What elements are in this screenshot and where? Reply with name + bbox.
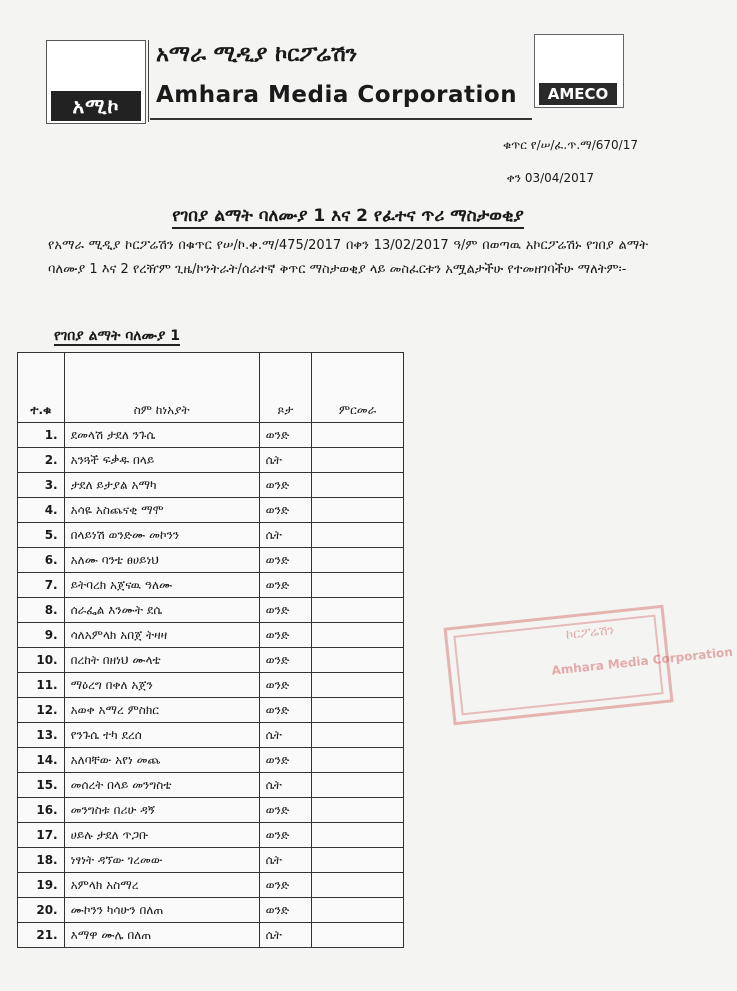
candidate-sex: ወንድ [259, 673, 312, 698]
candidate-sex: ወንድ [259, 598, 312, 623]
candidate-sex: ወንድ [259, 873, 312, 898]
candidate-name: ማዕረግ በቀለ አጀን [64, 673, 259, 698]
row-number: 20. [18, 898, 65, 923]
table-row [18, 648, 404, 673]
table-row [18, 723, 404, 748]
row-number: 14. [18, 748, 65, 773]
row-number: 17. [18, 823, 65, 848]
candidate-sex: ወንድ [259, 573, 312, 598]
row-number: 18. [18, 848, 65, 873]
candidate-sex: ወንድ [259, 473, 312, 498]
candidate-name: ሀይሉ ታደለ ጥጋቡ [64, 823, 259, 848]
table-row [18, 673, 404, 698]
candidate-sex: ሴት [259, 848, 312, 873]
table-row [18, 823, 404, 848]
candidate-name: የንጉሴ ተካ ደረሰ [64, 723, 259, 748]
candidate-sex: ወንድ [259, 748, 312, 773]
table-row [18, 873, 404, 898]
remark-cell [312, 723, 404, 748]
header-underline [150, 118, 532, 120]
remark-cell [312, 773, 404, 798]
remark-cell [312, 498, 404, 523]
candidate-name: አለሙ ባንቴ ፀሀይነህ [64, 548, 259, 573]
reference-number: ቁጥር የ/ሠ/ፈ.ጥ.ማ/670/17 [502, 138, 638, 152]
row-number: 9. [18, 623, 65, 648]
candidate-name: አለባቸው አየነ መጨ [64, 748, 259, 773]
remark-cell [312, 848, 404, 873]
candidate-sex: ሴት [259, 723, 312, 748]
remark-cell [312, 448, 404, 473]
table-row [18, 498, 404, 523]
table-row [18, 898, 404, 923]
candidate-name: አምላክ አስማረ [64, 873, 259, 898]
notice-body: የአማራ ሚዲያ ኮርፖሬሽን በቁጥር የሠ/ኮ.ቀ.ማ/475/2017 በቀን 13/02/2017 ዓ/ም በወጣዉ አኮርፖሬሽኑ የገበያ ልማት ባለሙያ 1 እና 2 የረዥም ጊዜ/ኮንትራት/ሰራተኛ ቅጥር ማስታወቂያ ላይ መስፈርቱን አሟልታችሁ የተመዘገባችሁ ማለትም፡- [48, 238, 648, 277]
header-no: ተ.ቁ [18, 353, 65, 423]
notice-title-text: የገበያ ልማት ባለሙያ 1 እና 2 የፈተና ጥሪ ማስታወቂያ [172, 206, 524, 229]
candidate-name: ደመላሽ ታደለ ንጉሴ [64, 423, 259, 448]
row-number: 13. [18, 723, 65, 748]
org-name-amharic: አማራ ሚዲያ ኮርፖሬሽን [156, 42, 358, 67]
candidate-name: እማዋ ሙሌ በለጠ [64, 923, 259, 948]
row-number: 19. [18, 873, 65, 898]
table-row [18, 748, 404, 773]
row-number: 12. [18, 698, 65, 723]
candidate-name: ሰራፌል እንሙት ደሴ [64, 598, 259, 623]
table-row [18, 923, 404, 948]
remark-cell [312, 523, 404, 548]
candidate-sex: ወንድ [259, 548, 312, 573]
remark-cell [312, 823, 404, 848]
remark-cell [312, 548, 404, 573]
candidate-name: በረከት በዘነህ ሙላቴ [64, 648, 259, 673]
candidate-sex: ሴት [259, 523, 312, 548]
row-number: 2. [18, 448, 65, 473]
remark-cell [312, 898, 404, 923]
candidate-name: በላይነሽ ወንድሙ መኮንን [64, 523, 259, 548]
section-title: የገበያ ልማት ባለሙያ 1 [54, 328, 181, 344]
candidate-name: አንጓች ፍቃዱ በላይ [64, 448, 259, 473]
stamp-text-english: Amhara Media Corporation [550, 644, 734, 678]
row-number: 16. [18, 798, 65, 823]
row-number: 3. [18, 473, 65, 498]
remark-cell [312, 473, 404, 498]
candidate-sex: ወንድ [259, 423, 312, 448]
amhara-media-logo [46, 40, 146, 124]
candidate-sex: ወንድ [259, 623, 312, 648]
ameco-badge-text: AMECO [539, 83, 617, 105]
remark-cell [312, 873, 404, 898]
candidate-name: ሳለአምላክ አበጀ ትዛዛ [64, 623, 259, 648]
remark-cell [312, 598, 404, 623]
official-stamp [443, 605, 734, 726]
header-sex: ጾታ [259, 353, 312, 423]
row-number: 7. [18, 573, 65, 598]
candidate-sex: ወንድ [259, 498, 312, 523]
table-row [18, 448, 404, 473]
ameco-logo [534, 34, 624, 108]
header-remark: ምርመራ [312, 353, 404, 423]
remark-cell [312, 798, 404, 823]
logo-emblem-text: አሚኮ [51, 91, 141, 121]
remark-cell [312, 748, 404, 773]
org-name-english: Amhara Media Corporation [156, 82, 518, 108]
table-row [18, 548, 404, 573]
candidate-name: ነፃነት ዳኘው ገረመው [64, 848, 259, 873]
notice-title [0, 206, 696, 226]
candidate-name: ሙኮንን ካሳሁን በለጠ [64, 898, 259, 923]
remark-cell [312, 673, 404, 698]
reference-date: ቀን 03/04/2017 [506, 171, 594, 185]
table-row [18, 573, 404, 598]
candidate-sex: ሴት [259, 923, 312, 948]
table-row [18, 773, 404, 798]
remark-cell [312, 648, 404, 673]
row-number: 21. [18, 923, 65, 948]
row-number: 1. [18, 423, 65, 448]
table-row [18, 848, 404, 873]
remark-cell [312, 573, 404, 598]
candidate-name: መንግስቱ በሪሁ ዳኝ [64, 798, 259, 823]
row-number: 10. [18, 648, 65, 673]
table-row [18, 698, 404, 723]
remark-cell [312, 423, 404, 448]
remark-cell [312, 623, 404, 648]
candidate-name: አወቀ አማረ ምስክር [64, 698, 259, 723]
table-row [18, 598, 404, 623]
candidate-name: ይትባረክ አጀናዉ ዓለሙ [64, 573, 259, 598]
candidate-sex: ሴት [259, 448, 312, 473]
candidate-sex: ወንድ [259, 898, 312, 923]
candidate-sex: ወንድ [259, 823, 312, 848]
candidate-name: ታደለ ይታያል አማካ [64, 473, 259, 498]
header-divider [148, 40, 149, 122]
table-row [18, 423, 404, 448]
candidate-table [17, 352, 404, 948]
row-number: 15. [18, 773, 65, 798]
row-number: 4. [18, 498, 65, 523]
candidate-sex: ወንድ [259, 648, 312, 673]
candidate-sex: ወንድ [259, 698, 312, 723]
stamp-text-amharic: ኮርፖሬሽን [565, 623, 615, 644]
row-number: 5. [18, 523, 65, 548]
table-row [18, 798, 404, 823]
candidate-sex: ሴት [259, 773, 312, 798]
row-number: 6. [18, 548, 65, 573]
remark-cell [312, 923, 404, 948]
remark-cell [312, 698, 404, 723]
table-row [18, 523, 404, 548]
candidate-sex: ወንድ [259, 798, 312, 823]
candidate-name: መሰረት በላይ መንግስቴ [64, 773, 259, 798]
header-name: ስም ከነአያት [64, 353, 259, 423]
table-row [18, 623, 404, 648]
table-header-row [18, 353, 404, 423]
row-number: 11. [18, 673, 65, 698]
row-number: 8. [18, 598, 65, 623]
candidate-name: አሳዬ አስጨናቂ ማሞ [64, 498, 259, 523]
table-row [18, 473, 404, 498]
